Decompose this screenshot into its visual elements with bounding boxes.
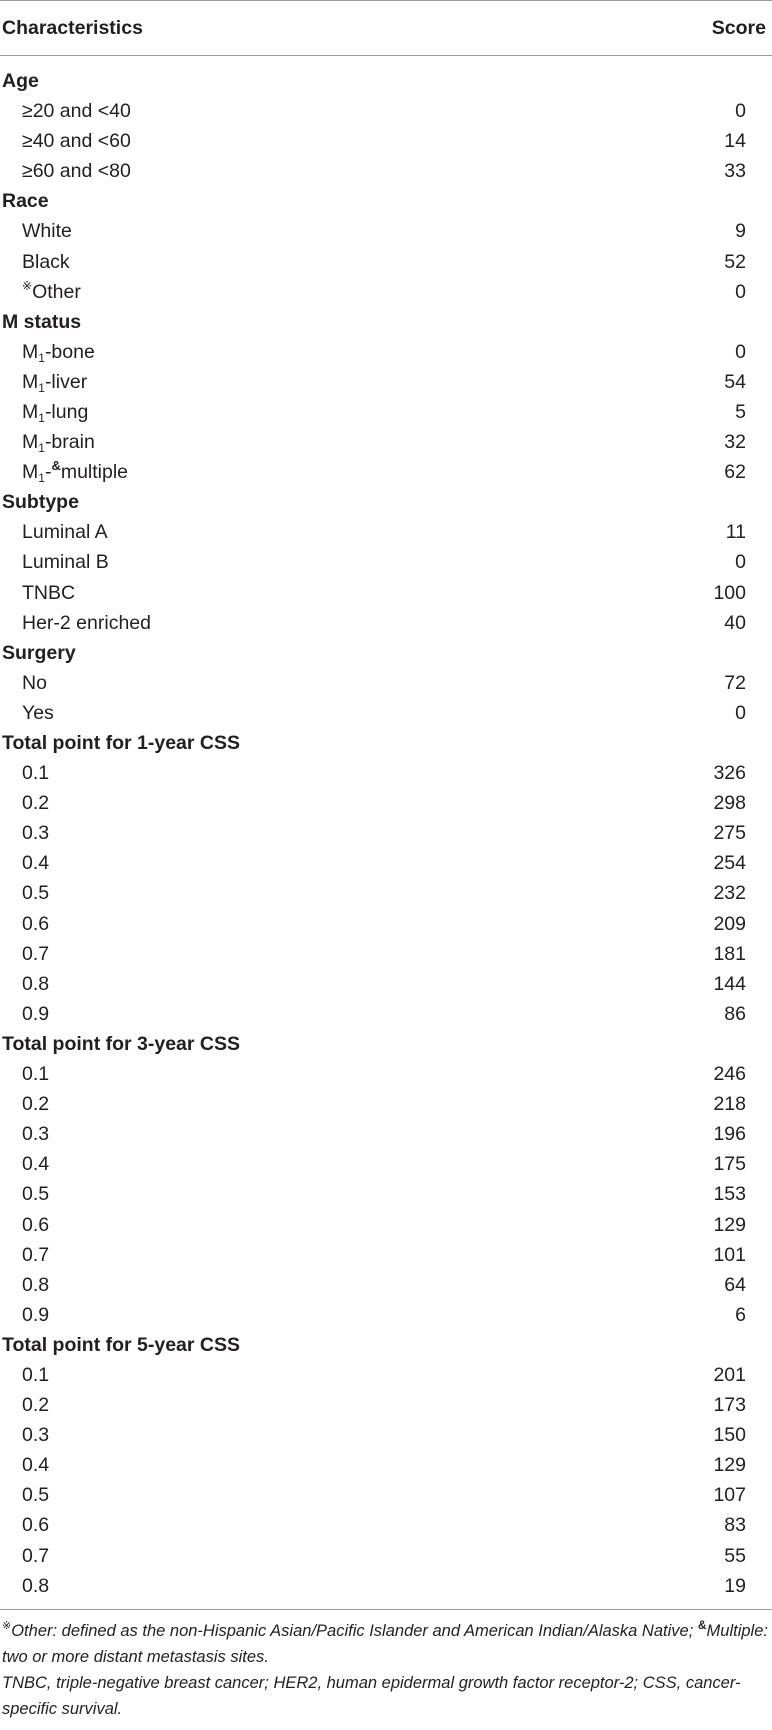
footnote-multiple-text: Multiple: two or more distant metastasis sites. [2,1621,768,1666]
m1-base: M [22,400,39,423]
score-value [600,56,772,97]
label-text: -bone [44,340,95,363]
table-row [0,1059,772,1089]
score-value: 298 [713,792,746,815]
score-value: 40 [724,611,746,634]
row-label [0,1059,600,1089]
table-row [0,1571,772,1610]
row-label [0,939,600,969]
row-label [0,1420,600,1450]
score-value: 150 [713,1424,746,1447]
score-value: 181 [713,942,746,965]
label-text: 0.8 [22,1574,50,1597]
row-label [0,1450,600,1480]
label-text: 0.3 [22,822,50,845]
header-row [0,1,772,56]
table-row [0,1240,772,1270]
score-value [600,186,772,216]
score-value: 326 [713,762,746,785]
footnote-abbreviations: TNBC, triple-negative breast cancer; HER2, human epidermal growth factor receptor-2; CSS, cancer-specific survival. [2,1673,741,1718]
score-value: 254 [713,852,746,875]
label-text: -lung [44,400,89,423]
table-row [0,578,772,608]
table-row [0,1420,772,1450]
table-row [0,367,772,397]
score-value: 218 [713,1093,746,1116]
table-row [0,517,772,547]
label-text: Luminal B [22,551,109,574]
table-row [0,818,772,848]
section-row [0,1029,772,1059]
label-text: Total point for 5-year CSS [2,1333,240,1356]
table-row [0,246,772,276]
score-value: 33 [724,160,746,183]
row-label [0,277,600,307]
m1-base: M [22,340,39,363]
table-row [0,608,772,638]
m1-subscript: 1 [38,350,45,365]
label-text: 0.4 [22,1454,50,1477]
label-text: 0.8 [22,1273,50,1296]
row-label [0,246,600,276]
label-text: 0.7 [22,1544,50,1567]
score-value: 0 [735,280,746,303]
label-text: 0.2 [22,1394,50,1417]
table-row [0,126,772,156]
section-row [0,307,772,337]
score-value: 5 [735,400,746,423]
table-row [0,1179,772,1209]
score-value: 6 [735,1303,746,1326]
row-label [0,1209,600,1239]
row-label [0,818,600,848]
section-row [0,56,772,97]
section-row [0,728,772,758]
score-value: 173 [713,1394,746,1417]
score-value: 19 [600,1571,772,1610]
label-text: 0.2 [22,1093,50,1116]
row-label [0,1571,600,1610]
table-row [0,1119,772,1149]
label-text: 0.8 [22,972,50,995]
section-label [0,186,600,216]
row-label [0,1541,600,1571]
row-label [0,668,600,698]
table-row [0,1209,772,1239]
table-row [0,1541,772,1571]
score-value [600,1029,772,1059]
table-row [0,1480,772,1510]
m1-base: M [22,461,39,484]
row-label [0,457,600,487]
label-text: Surgery [2,641,76,664]
row-label [0,1390,600,1420]
row-label [0,608,600,638]
score-value: 129 [713,1213,746,1236]
score-value: 86 [724,1002,746,1025]
label-text: multiple [60,461,129,484]
score-value: 101 [713,1243,746,1266]
label-text: 0.1 [22,762,50,785]
score-value [600,638,772,668]
row-label [0,788,600,818]
header-score: Score [600,1,772,56]
row-label [0,969,600,999]
label-text: Total point for 3-year CSS [2,1032,240,1055]
m1-subscript: 1 [38,380,45,395]
label-text: 0.9 [22,1002,50,1025]
row-label [0,578,600,608]
row-label [0,1510,600,1540]
table-row [0,1149,772,1179]
label-text: 0.6 [22,1213,50,1236]
table-row [0,547,772,577]
label-dash: - [44,461,52,484]
section-row [0,186,772,216]
score-value: 83 [724,1514,746,1537]
footnote-other-text: Other: defined as the non-Hispanic Asian/Pacific Islander and American Indian/Alaska Native; [11,1621,698,1640]
table-footnotes [0,1610,772,1722]
label-text: 0.5 [22,1183,50,1206]
multiple-mark: & [51,458,61,474]
m1-base: M [22,370,39,393]
score-value: 175 [713,1153,746,1176]
row-label [0,758,600,788]
section-label [0,56,600,97]
label-text: Total point for 1-year CSS [2,732,240,755]
table-row [0,1360,772,1390]
label-text: Race [2,190,49,213]
row-label [0,1240,600,1270]
other-mark: ※ [22,278,33,293]
label-text: 0.7 [22,1243,50,1266]
table-row [0,1300,772,1330]
m1-subscript: 1 [38,441,45,456]
table-row [0,939,772,969]
row-label [0,547,600,577]
score-value: 246 [713,1063,746,1086]
label-text: Other [32,280,81,303]
section-label [0,1029,600,1059]
table-row [0,1270,772,1300]
table-row [0,969,772,999]
row-label [0,1300,600,1330]
score-value: 201 [713,1363,746,1386]
label-text: ≥20 and <40 [22,100,131,123]
score-value: 11 [725,521,746,544]
table-row [0,758,772,788]
score-value [600,487,772,517]
table-row [0,909,772,939]
section-label [0,307,600,337]
table-row [0,1510,772,1540]
label-text: 0.1 [22,1063,50,1086]
score-value: 275 [713,822,746,845]
table-row [0,1390,772,1420]
table-row [0,668,772,698]
label-text: 0.3 [22,1123,50,1146]
label-text: ≥40 and <60 [22,130,131,153]
row-label [0,1179,600,1209]
label-text: 0.6 [22,1514,50,1537]
row-label [0,999,600,1029]
footnote-definitions [2,1618,770,1670]
section-row [0,487,772,517]
label-text: M status [2,310,82,333]
score-value: 196 [713,1123,746,1146]
score-value: 129 [713,1454,746,1477]
score-value: 144 [713,972,746,995]
label-text: 0.7 [22,942,50,965]
score-value: 107 [713,1484,746,1507]
row-label [0,156,600,186]
m1-subscript: 1 [38,410,45,425]
score-value: 232 [713,882,746,905]
score-value: 0 [735,100,746,123]
section-label [0,638,600,668]
row-label [0,1089,600,1119]
table-row [0,337,772,367]
score-value: 0 [735,701,746,724]
row-label [0,397,600,427]
score-value: 32 [724,431,746,454]
score-value [600,728,772,758]
score-value: 72 [724,671,746,694]
score-value: 14 [724,130,746,153]
label-text: Luminal A [22,521,108,544]
row-label [0,216,600,246]
row-label [0,1270,600,1300]
table-row [0,1089,772,1119]
score-value: 62 [724,461,746,484]
label-text: 0.3 [22,1424,50,1447]
label-text: Age [2,70,39,92]
section-label [0,487,600,517]
label-text: 0.4 [22,1153,50,1176]
label-text: 0.9 [22,1303,50,1326]
section-label [0,728,600,758]
label-text: TNBC [22,581,76,604]
table-row [0,1450,772,1480]
score-value: 100 [713,581,746,604]
table-row [0,999,772,1029]
label-text: ≥60 and <80 [22,160,131,183]
table-row [0,96,772,126]
row-label [0,1149,600,1179]
score-value: 54 [724,370,746,393]
label-text: -liver [44,370,88,393]
table-row [0,698,772,728]
table-row [0,156,772,186]
table-body [0,56,772,1610]
label-text: 0.1 [22,1363,50,1386]
table-row [0,216,772,246]
table-row [0,878,772,908]
m1-subscript: 1 [38,471,45,486]
row-label [0,909,600,939]
label-text: 0.5 [22,1484,50,1507]
table-row [0,427,772,457]
header-characteristics: Characteristics [0,1,600,56]
table-header [0,1,772,56]
score-value: 153 [713,1183,746,1206]
label-text: 0.5 [22,882,50,905]
score-value [600,1330,772,1360]
row-label [0,1480,600,1510]
score-value: 209 [713,912,746,935]
footnote-multiple-mark: & [697,1617,707,1632]
row-label [0,96,600,126]
row-label [0,367,600,397]
table-row [0,277,772,307]
footnote-other-mark: ※ [2,1619,12,1632]
section-row [0,1330,772,1360]
label-text: Black [22,250,70,273]
label-text: Her-2 enriched [22,611,151,634]
label-text: 0.6 [22,912,50,935]
row-label [0,126,600,156]
row-label [0,427,600,457]
section-row [0,638,772,668]
label-text: Yes [22,701,54,724]
row-label [0,337,600,367]
table-row [0,397,772,427]
m1-base: M [22,431,39,454]
label-text: 0.2 [22,792,50,815]
label-text: -brain [44,431,95,454]
score-value: 0 [735,551,746,574]
score-value: 9 [735,220,746,243]
row-label [0,1119,600,1149]
score-value: 64 [724,1273,746,1296]
table-row [0,788,772,818]
label-text: White [22,220,72,243]
score-value: 0 [735,340,746,363]
score-value: 52 [724,250,746,273]
row-label [0,1360,600,1390]
row-label [0,878,600,908]
table-row [0,848,772,878]
section-label [0,1330,600,1360]
label-text: Subtype [2,491,79,514]
score-value: 55 [724,1544,746,1567]
row-label [0,848,600,878]
table-row [0,457,772,487]
label-text: 0.4 [22,852,50,875]
row-label [0,698,600,728]
label-text: No [22,671,47,694]
score-value [600,307,772,337]
row-label [0,517,600,547]
